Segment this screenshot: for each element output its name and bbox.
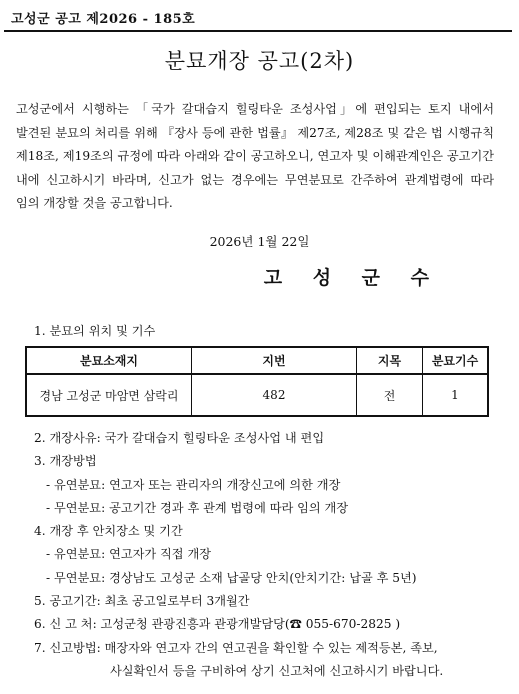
list-item: - 무연분묘: 경상남도 고성군 소재 납골당 안치(안치기간: 납골 후 5년) xyxy=(46,570,417,585)
section-title: 1. 분묘의 위치 및 기수 xyxy=(34,324,156,338)
notice-items xyxy=(34,427,443,683)
notice-body: 고성군에서 시행하는 「국가 갈대습지 힐링타운 조성사업」에 편입되는 토지 내에서 발견된 분묘의 처리를 위해 『장사 등에 관한 법률』 제27조, 제28조 및 같은 법 시행규칙 제18조, 제19조의 규정에 따라 아래와 같이 공고하오니, 연고자 및 이해관계인은 공고기간 내에 신고하시기 바라며, 신고가 없는 경우에는 무연분묘로 간주하여 관계법령에 따라 임의 개장할 것을 공고합니다. xyxy=(16,102,494,210)
list-item: 7. 신고방법: 매장자와 연고자 간의 연고권을 확인할 수 있는 제적등본, 족보, xyxy=(34,640,438,655)
column-header: 분묘소재지 xyxy=(26,347,192,374)
signer: 고 성 군 수 xyxy=(263,267,441,289)
grave-table xyxy=(25,346,489,417)
table-cell: 482 xyxy=(192,374,357,416)
list-item: 4. 개장 후 안치장소 및 기간 xyxy=(34,524,183,539)
list-item: 3. 개장방법 xyxy=(34,454,97,469)
table-cell: 1 xyxy=(423,374,489,416)
document-title: 분묘개장 공고(2차) xyxy=(164,49,355,73)
notice-date: 2026년 1월 22일 xyxy=(209,234,310,249)
column-header: 지번 xyxy=(192,347,357,374)
column-header: 분묘기수 xyxy=(423,347,489,374)
list-item: 2. 개장사유: 국가 갈대습지 힐링타운 조성사업 내 편입 xyxy=(34,431,325,445)
list-item: 5. 공고기간: 최초 공고일로부터 3개월간 xyxy=(34,594,250,609)
table-row xyxy=(26,374,488,416)
list-item: 6. 신 고 처: 고성군청 관광진흥과 관광개발담당(☎ 055-670-2825 ) xyxy=(34,617,401,632)
notice-number: 고성군 공고 제2026 - 185호 xyxy=(11,12,196,27)
column-header: 지목 xyxy=(357,347,423,374)
list-item: 사실확인서 등을 구비하여 상기 신고처에 신고하시기 바랍니다. xyxy=(110,663,444,678)
table-cell: 경남 고성군 마암면 삼락리 xyxy=(26,374,192,416)
list-item: - 유연분묘: 연고자가 직접 개장 xyxy=(46,547,211,562)
list-item: - 유연분묘: 연고자 또는 관리자의 개장신고에 의한 개장 xyxy=(46,477,341,492)
list-item: - 무연분묘: 공고기간 경과 후 관계 법령에 따라 임의 개장 xyxy=(46,500,349,515)
header-divider xyxy=(4,30,512,32)
table-header-row xyxy=(26,347,488,374)
table-cell: 전 xyxy=(357,374,423,416)
